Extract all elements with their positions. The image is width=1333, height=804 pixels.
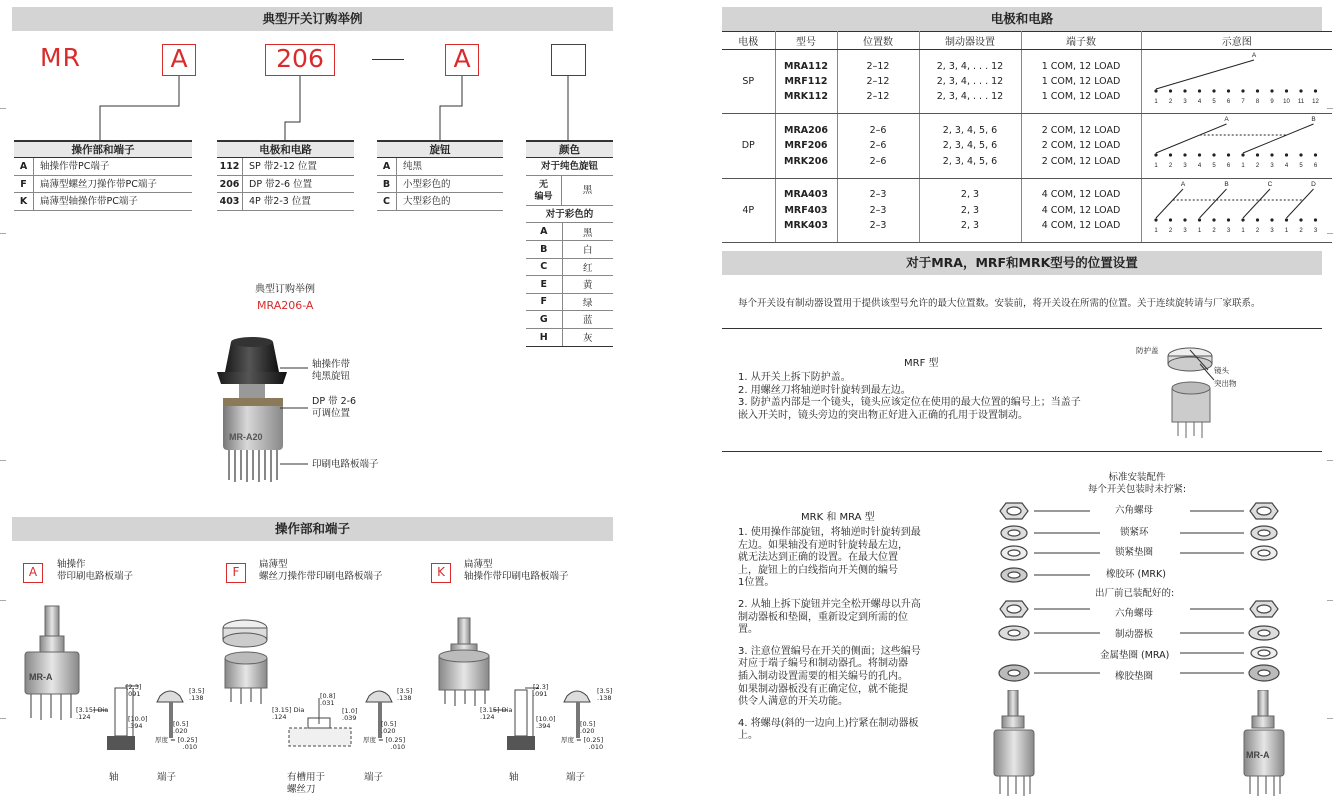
schematic-pole-label: B xyxy=(1224,180,1229,188)
callout-terminal: 印刷电路板端子 xyxy=(312,459,379,470)
mrk-title: MRK 和 MRA 型 xyxy=(801,512,875,523)
table-row: SP MRA112 MRF112 MRK112 2–12 2–12 2–12 2, 3, 4, . . . 12 2, 3, 4, . . . 12 2, 3, 4, . . . 12 1 COM, 12 LOAD 1 COM, 12 LOAD 1 COM, 12 LOAD 1 2 3 4 5 6 7 8 9 10 11 12 A xyxy=(722,50,1332,114)
schematic-terminal-dot xyxy=(1227,89,1230,92)
actuator-label-a: 轴操作 带印刷电路板端子 xyxy=(57,559,134,582)
hw-loose-1: 锁紧环 xyxy=(1120,527,1149,538)
schematic-terminal-number: 3 xyxy=(1183,99,1187,105)
schematic-terminal-dot xyxy=(1169,218,1172,221)
schematic-terminal-dot xyxy=(1184,154,1187,157)
table-row: B 小型彩色的 xyxy=(377,176,503,194)
svg-text:MR-A: MR-A xyxy=(1246,750,1270,760)
hw-loose-0: 六角螺母 xyxy=(1115,505,1154,516)
margin-tick xyxy=(0,718,6,719)
label-tab: 突出物 xyxy=(1214,379,1237,388)
schematic-terminal-dot xyxy=(1314,218,1317,221)
dim-label: [1.0] .039 xyxy=(342,707,358,722)
schematic-terminal-dot xyxy=(1155,89,1158,92)
schematic-sp xyxy=(1141,50,1332,114)
schematic-terminal-dot xyxy=(1242,218,1245,221)
svg-text:MR-A: MR-A xyxy=(29,672,53,682)
schematic-terminal-number: 7 xyxy=(1241,99,1245,105)
schematic-terminal-dot xyxy=(1198,154,1201,157)
caption-terminal-a: 端子 xyxy=(157,772,177,783)
callout-dp: DP 带 2-6 可调位置 xyxy=(312,396,357,419)
table-header-row: 电极 型号 位置数 制动器设置 端子数 示意图 xyxy=(722,32,1332,50)
schematic-terminal-dot xyxy=(1213,218,1216,221)
table-row: F 绿 xyxy=(526,293,613,311)
schematic-terminal-dot xyxy=(1184,218,1187,221)
table-row: E 黄 xyxy=(526,276,613,294)
hw-assembled-3: 橡胶垫圈 xyxy=(1115,671,1154,682)
actuator-badge-k: K xyxy=(431,563,451,583)
schematic-terminal-number: 3 xyxy=(1183,227,1187,234)
schematic-terminal-number: 5 xyxy=(1212,163,1216,170)
caption-terminal-k: 端子 xyxy=(566,772,586,783)
color-table-title: 颜色 xyxy=(526,140,613,158)
schematic-terminal-dot xyxy=(1285,154,1288,157)
table-row: G 蓝 xyxy=(526,311,613,329)
dim-label: [0.5] .020 xyxy=(381,720,397,735)
schematic-terminal-dot xyxy=(1242,154,1245,157)
schematic-terminal-dot xyxy=(1300,154,1303,157)
schematic-terminal-dot xyxy=(1285,218,1288,221)
schematic-terminal-number: 1 xyxy=(1285,227,1289,234)
dim-label: [0.8] .031 xyxy=(320,692,336,707)
table-row: 403 4P 带2-3 位置 xyxy=(217,193,354,211)
schematic-wiper xyxy=(1200,189,1227,218)
dim-label: [3.5] .138 xyxy=(597,687,613,702)
schematic-terminal-dot xyxy=(1198,89,1201,92)
schematic-terminal-dot xyxy=(1169,154,1172,157)
dim-label: [3.15] Dia .124 xyxy=(76,706,109,721)
schematic-pole-label: A xyxy=(1252,52,1257,59)
color-list xyxy=(526,223,613,346)
dim-label: [10.0] .394 xyxy=(128,715,148,730)
schematic-terminal-number: 2 xyxy=(1256,163,1260,170)
margin-tick xyxy=(1327,108,1333,109)
hardware-title: 标准安装配件 每个开关包装时未拧紧: xyxy=(1087,472,1187,495)
margin-tick xyxy=(0,460,6,461)
table-row: 206 DP 带2-6 位置 xyxy=(217,176,354,194)
schematic-terminal-number: 5 xyxy=(1299,163,1303,170)
schematic-terminal-number: 2 xyxy=(1299,227,1303,234)
table-row: 112 SP 带2-12 位置 xyxy=(217,158,354,176)
hw-loose-2: 锁紧垫圈 xyxy=(1115,547,1154,558)
schematic-terminal-dot xyxy=(1271,89,1274,92)
divider xyxy=(722,328,1322,329)
callout-knob: 轴操作带 纯黑旋钮 xyxy=(312,359,351,382)
schematic-terminal-number: 3 xyxy=(1183,163,1187,170)
schematic-terminal-number: 1 xyxy=(1241,227,1245,234)
dim-label: [0.5] .020 xyxy=(580,720,596,735)
schematic-terminal-dot xyxy=(1285,89,1288,92)
schematic-wiper xyxy=(1156,124,1227,153)
table-row: 4P MRA403 MRF403 MRK403 2–3 2–3 2–3 2, 3 2, 3 2, 3 4 COM, 12 LOAD 4 COM, 12 LOAD 4 COM, 12 LOAD 1 2 3 1 2 3 1 2 3 1 2 3 A B C D xyxy=(722,178,1332,242)
schematic-wiper xyxy=(1156,189,1183,218)
hw-assembled-0: 六角螺母 xyxy=(1115,608,1154,619)
caption-slot-f: 有槽用于 螺丝刀 xyxy=(287,772,326,795)
schematic-pole-label: D xyxy=(1311,180,1317,188)
schematic-pole-label: C xyxy=(1267,180,1273,188)
schematic-pole-label: B xyxy=(1311,116,1316,124)
schematic-terminal-number: 3 xyxy=(1227,227,1231,234)
actuator-badge-f: F xyxy=(226,563,246,583)
schematic-terminal-dot xyxy=(1300,89,1303,92)
schematic-terminal-dot xyxy=(1198,218,1201,221)
schematic-terminal-number: 2 xyxy=(1212,227,1216,234)
position-setting-title: 对于MRA，MRF和MRK型号的位置设置 xyxy=(722,251,1322,275)
schematic-terminal-number: 4 xyxy=(1198,99,1202,105)
schematic-terminal-dot xyxy=(1256,154,1259,157)
schematic-terminal-number: 3 xyxy=(1270,163,1274,170)
caption-terminal-f: 端子 xyxy=(364,772,384,783)
schematic-terminal-number: 4 xyxy=(1198,163,1202,170)
dim-label: [3.15] Dia .124 xyxy=(272,706,305,721)
schematic-terminal-number: 1 xyxy=(1154,163,1158,170)
table-row: A 黑 xyxy=(526,223,613,241)
code-circuit-box: 206 xyxy=(265,44,335,76)
hw-loose-3: 橡胶环 (MRK) xyxy=(1106,569,1166,580)
margin-tick xyxy=(0,233,6,234)
table-row: K 扁薄型轴操作带PC端子 xyxy=(14,193,192,211)
schematic-terminal-number: 6 xyxy=(1227,163,1231,170)
schematic-terminal-dot xyxy=(1169,89,1172,92)
dim-label: [0.5] .020 xyxy=(173,720,189,735)
schematic-dp xyxy=(1141,114,1332,178)
schematic-terminal-dot xyxy=(1256,89,1259,92)
schematic-terminal-number: 2 xyxy=(1169,99,1173,105)
caption-shaft-a: 轴 xyxy=(109,772,119,783)
circuit-section-title: 电极和电路 xyxy=(722,7,1322,31)
schematic-terminal-number: 1 xyxy=(1154,99,1158,105)
table-row: A 纯黑 xyxy=(377,158,503,176)
schematic-wiper xyxy=(1287,189,1314,218)
schematic-terminal-dot xyxy=(1314,154,1317,157)
margin-tick xyxy=(0,108,6,109)
code-knob-box: A xyxy=(445,44,479,76)
schematic-terminal-dot xyxy=(1256,218,1259,221)
schematic-terminal-dot xyxy=(1155,218,1158,221)
table-row: C 红 xyxy=(526,258,613,276)
circuit-table-title: 电极和电路 xyxy=(217,140,354,158)
color-subheading-colored: 对于彩色的 xyxy=(526,206,613,224)
schematic-terminal-number: 6 xyxy=(1314,163,1318,170)
schematic-terminal-number: 11 xyxy=(1298,99,1305,105)
label-lens: 镜头 xyxy=(1214,366,1229,375)
margin-tick xyxy=(1327,233,1333,234)
hw-assembled-1: 制动器板 xyxy=(1115,629,1154,640)
dim-label: 厚度 = [0.25] .010 xyxy=(363,736,406,751)
margin-tick xyxy=(1327,460,1333,461)
schematic-terminal-dot xyxy=(1184,89,1187,92)
schematic-4p xyxy=(1141,178,1332,242)
margin-tick xyxy=(1327,600,1333,601)
actuator-table-title: 操作部和端子 xyxy=(14,140,192,158)
schematic-terminal-number: 9 xyxy=(1270,99,1274,105)
caption-shaft-k: 轴 xyxy=(509,772,519,783)
knob-table-title: 旋钮 xyxy=(377,140,503,158)
schematic-wiper xyxy=(1243,189,1270,218)
schematic-terminal-number: 2 xyxy=(1169,163,1173,170)
schematic-terminal-number: 6 xyxy=(1227,99,1231,105)
dim-label: [3.5] .138 xyxy=(189,687,205,702)
schematic-terminal-number: 1 xyxy=(1154,227,1158,234)
schematic-pole-label: A xyxy=(1181,180,1186,188)
schematic-terminal-dot xyxy=(1242,89,1245,92)
mrf-steps: 1. 从开关上拆下防护盖。 2. 用螺丝刀将轴逆时针旋转到最左边。 3. 防护盖内部是一个镜头，镜头应该定位在使用的最大位置的编号上；当盖子 嵌入开关时，镜头旁边的突出物正好进入正确的孔用于设置制动。 xyxy=(738,372,1081,421)
dim-label: [2.3] .091 xyxy=(533,683,549,698)
table-row: DP MRA206 MRF206 MRK206 2–6 2–6 2–6 2, 3, 4, 5, 6 2, 3, 4, 5, 6 2, 3, 4, 5, 6 2 COM, 12 LOAD 2 COM, 12 LOAD 2 COM, 12 LOAD 1 2 3 4 5 6 1 2 3 4 5 6 A B xyxy=(722,114,1332,178)
schematic-terminal-dot xyxy=(1227,154,1230,157)
mounted-switch-drawings xyxy=(990,690,1290,802)
schematic-terminal-number: 2 xyxy=(1256,227,1260,234)
schematic-terminal-number: 3 xyxy=(1314,227,1318,234)
circuit-table xyxy=(217,140,354,211)
example-code: MRA206-A xyxy=(257,299,314,312)
schematic-wiper xyxy=(1156,60,1254,89)
actuator-badge-a: A xyxy=(23,563,43,583)
position-intro: 每个开关设有制动器设置用于提供该型号允许的最大位置数。安装前，将开关设在所需的位置。关于连续旋转请与厂家联系。 xyxy=(738,298,1261,309)
divider xyxy=(722,451,1322,452)
hw-assembled-2: 金属垫圈 (MRA) xyxy=(1100,650,1170,661)
table-row: 无 编号 黑 xyxy=(526,176,613,206)
hw-preassembled-title: 出厂前已装配好的: xyxy=(1095,588,1175,599)
dim-label: 厚度 = [0.25] .010 xyxy=(561,736,604,751)
schematic-terminal-dot xyxy=(1314,89,1317,92)
order-example-title: 典型开关订购举例 xyxy=(12,7,613,31)
actuators-section-title: 操作部和端子 xyxy=(12,517,613,541)
schematic-wiper xyxy=(1243,124,1314,153)
schematic-terminal-number: 5 xyxy=(1212,99,1216,105)
dim-label: [2.3] .091 xyxy=(126,683,142,698)
color-subheading-solid: 对于纯色旋钮 xyxy=(526,158,613,176)
schematic-terminal-number: 8 xyxy=(1256,99,1260,105)
actuator-drawings xyxy=(15,598,615,768)
code-prefix: MR xyxy=(40,43,81,72)
schematic-terminal-dot xyxy=(1271,154,1274,157)
dim-label: [3.15] Dia .124 xyxy=(480,706,513,721)
color-table xyxy=(526,140,613,347)
mrf-title: MRF 型 xyxy=(904,358,939,369)
margin-tick xyxy=(1327,718,1333,719)
code-actuator-box: A xyxy=(162,44,196,76)
knob-table xyxy=(377,140,503,211)
schematic-terminal-number: 10 xyxy=(1283,99,1291,105)
actuator-label-f: 扁薄型 螺丝刀操作带印刷电路板端子 xyxy=(259,559,383,582)
schematic-terminal-dot xyxy=(1155,154,1158,157)
actuator-table xyxy=(14,140,192,211)
table-row: H 灰 xyxy=(526,328,613,346)
schematic-terminal-number: 1 xyxy=(1241,163,1245,170)
schematic-terminal-number: 3 xyxy=(1270,227,1274,234)
schematic-terminal-number: 2 xyxy=(1169,227,1173,234)
label-cover: 防护盖 xyxy=(1136,346,1159,355)
dim-label: [10.0] .394 xyxy=(536,715,556,730)
table-row: A 轴操作带PC端子 xyxy=(14,158,192,176)
svg-text:MR-A20: MR-A20 xyxy=(229,432,263,442)
table-row: C 大型彩色的 xyxy=(377,193,503,211)
table-row: B 白 xyxy=(526,241,613,259)
code-connector-lines xyxy=(0,0,613,142)
dim-label: [3.5] .138 xyxy=(397,687,413,702)
schematic-terminal-number: 1 xyxy=(1198,227,1202,234)
schematic-terminal-dot xyxy=(1271,218,1274,221)
mrk-steps: 1. 使用操作部旋钮，将轴逆时针旋转到最 左边。如果轴没有逆时针旋转最左边， 就无法达到正确的设置。在最大位置 上，旋钮上的白线指向开关侧的编号 1位置。 2. 从轴上拆下旋钮并完全松开螺母以升高 制动器板和垫圈，重新设定到所需的位 置。 3. 注意位置编号在开关的侧面；这些编号 对应于端子编号和制动器孔。将制动器 插入制动设置需要的相关编号的孔内。 如果制动器板没有正确定位，就不能提 供令人满意的开关功能。 4. 将螺母(斜的一边向上)拧紧在制动器板 上。 xyxy=(738,527,921,742)
schematic-terminal-dot xyxy=(1227,218,1230,221)
circuit-table-right xyxy=(722,31,1332,243)
schematic-pole-label: A xyxy=(1224,116,1229,124)
dim-label: 厚度 = [0.25] .010 xyxy=(155,736,198,751)
schematic-terminal-number: 4 xyxy=(1285,163,1289,170)
schematic-terminal-dot xyxy=(1300,218,1303,221)
actuator-label-k: 扁薄型 轴操作带印刷电路板端子 xyxy=(464,559,569,582)
example-title: 典型订购举例 xyxy=(255,284,315,295)
mrf-cover-drawing xyxy=(1160,340,1230,440)
schematic-terminal-dot xyxy=(1213,154,1216,157)
schematic-terminal-number: 12 xyxy=(1312,99,1320,105)
margin-tick xyxy=(0,600,6,601)
table-row: F 扁薄型螺丝刀操作带PC端子 xyxy=(14,176,192,194)
schematic-terminal-dot xyxy=(1213,89,1216,92)
